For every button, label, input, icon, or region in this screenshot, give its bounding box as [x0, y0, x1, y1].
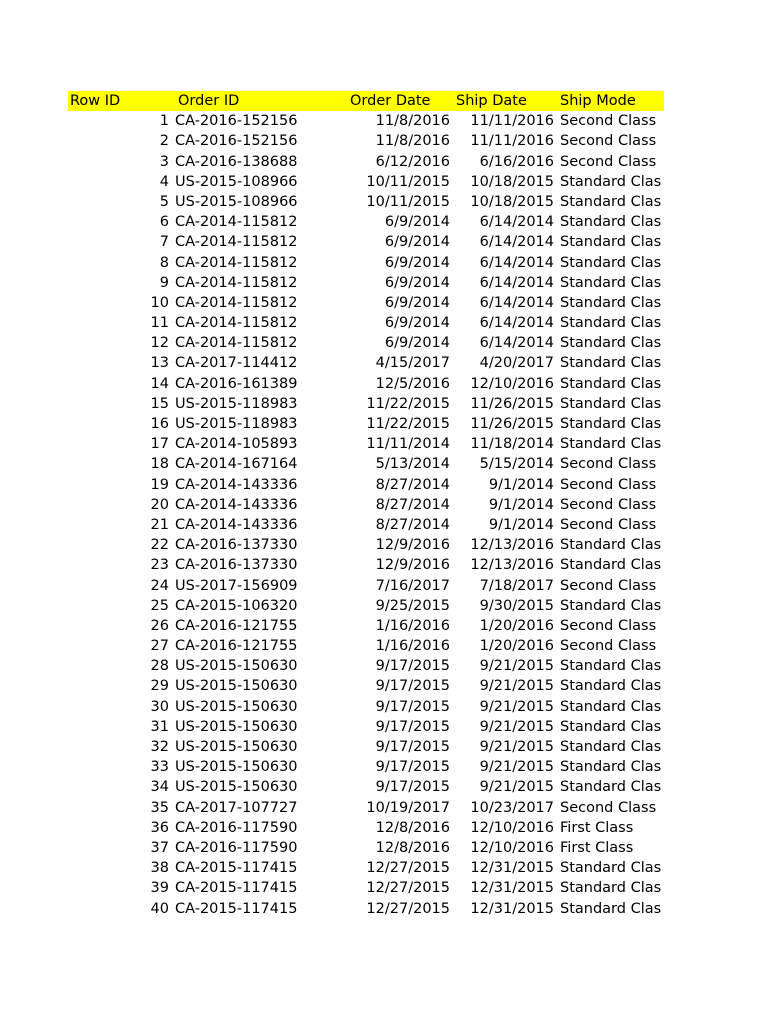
cell-ship-date[interactable]: 9/21/2015: [479, 678, 554, 695]
cell-order-date[interactable]: 12/5/2016: [375, 375, 450, 392]
cell-ship-mode[interactable]: Standard Clas: [560, 274, 662, 291]
cell-row-id[interactable]: 35: [150, 799, 169, 816]
cell-order-id[interactable]: CA-2014-115812: [175, 234, 298, 251]
cell-order-date[interactable]: 6/9/2014: [384, 254, 450, 271]
cell-order-id[interactable]: CA-2016-121755: [175, 638, 298, 655]
table-row: [68, 576, 664, 596]
cell-row-id[interactable]: 15: [150, 395, 169, 412]
cell-row-id[interactable]: 4: [159, 173, 169, 190]
cell-row-id[interactable]: 21: [150, 516, 169, 533]
table-row: [68, 192, 664, 212]
cell-order-id[interactable]: US-2015-118983: [175, 416, 298, 432]
cell-order-id[interactable]: CA-2014-143336: [175, 496, 298, 513]
cell-ship-mode[interactable]: Standard Clas: [560, 678, 662, 695]
table-row: [68, 636, 664, 656]
table-row: [68, 131, 664, 151]
cell-order-id[interactable]: US-2015-108966: [175, 173, 298, 190]
cell-ship-date[interactable]: 11/18/2014: [470, 436, 554, 453]
cell-ship-mode[interactable]: Standard Clas: [560, 779, 662, 796]
cell-row-id[interactable]: 14: [150, 375, 169, 392]
cell-row-id[interactable]: 36: [150, 819, 169, 836]
header-order-date[interactable]: Order Date: [350, 93, 431, 109]
table-row: [68, 555, 664, 575]
cell-order-date[interactable]: 10/11/2015: [366, 193, 450, 210]
cell-order-id[interactable]: CA-2014-115812: [175, 335, 298, 352]
cell-ship-date[interactable]: 12/10/2016: [470, 819, 554, 836]
cell-order-date[interactable]: 7/16/2017: [375, 577, 450, 594]
cell-row-id[interactable]: 28: [150, 658, 169, 675]
spreadsheet-table: [68, 91, 664, 919]
cell-order-id[interactable]: CA-2014-115812: [175, 214, 298, 231]
table-row: [68, 434, 664, 454]
cell-row-id[interactable]: 5: [159, 193, 169, 210]
cell-row-id[interactable]: 1: [159, 113, 169, 130]
cell-ship-mode[interactable]: First Class: [560, 819, 634, 836]
cell-ship-mode[interactable]: Standard Clas: [560, 739, 662, 755]
cell-ship-mode[interactable]: Standard Clas: [560, 416, 662, 432]
table-row: [68, 596, 664, 616]
cell-order-id[interactable]: US-2015-108966: [175, 193, 298, 210]
cell-row-id[interactable]: 17: [150, 436, 169, 453]
cell-row-id[interactable]: 23: [150, 557, 169, 574]
cell-ship-date[interactable]: 6/14/2014: [479, 315, 554, 332]
cell-order-id[interactable]: CA-2014-143336: [175, 476, 298, 493]
cell-order-id[interactable]: CA-2016-152156: [175, 113, 298, 130]
cell-order-id[interactable]: CA-2014-115812: [175, 254, 298, 271]
cell-ship-date[interactable]: 1/20/2016: [479, 617, 554, 634]
cell-order-id[interactable]: CA-2017-107727: [175, 799, 298, 816]
cell-ship-mode[interactable]: Standard Clas: [560, 880, 662, 897]
cell-order-id[interactable]: CA-2014-167164: [175, 456, 298, 473]
cell-ship-mode[interactable]: Second Class: [560, 799, 657, 816]
cell-ship-mode[interactable]: First Class: [560, 839, 634, 856]
cell-order-date[interactable]: 11/8/2016: [375, 133, 450, 150]
cell-order-date[interactable]: 8/27/2014: [375, 516, 450, 533]
cell-row-id[interactable]: 20: [150, 496, 169, 513]
cell-ship-mode[interactable]: Standard Clas: [560, 658, 662, 675]
cell-order-date[interactable]: 12/9/2016: [375, 537, 450, 554]
cell-row-id[interactable]: 9: [159, 274, 169, 291]
table-row: [68, 333, 664, 353]
cell-row-id[interactable]: 18: [150, 456, 169, 473]
cell-ship-date[interactable]: 6/14/2014: [479, 234, 554, 251]
cell-row-id[interactable]: 27: [150, 638, 169, 655]
table-row: [68, 798, 664, 818]
cell-order-id[interactable]: US-2015-150630: [175, 759, 298, 776]
table-row: [68, 374, 664, 394]
cell-ship-mode[interactable]: Second Class: [560, 476, 657, 493]
cell-ship-mode[interactable]: Standard Clas: [560, 375, 662, 392]
cell-order-id[interactable]: CA-2016-117590: [175, 819, 298, 836]
header-row: [68, 91, 664, 111]
cell-ship-mode[interactable]: Standard Clas: [560, 900, 662, 917]
cell-ship-date[interactable]: 6/14/2014: [479, 294, 554, 311]
table-row: [68, 313, 664, 333]
cell-row-id[interactable]: 37: [150, 839, 169, 856]
cell-row-id[interactable]: 24: [150, 577, 169, 594]
cell-order-date[interactable]: 10/19/2017: [366, 799, 450, 816]
cell-row-id[interactable]: 32: [150, 739, 169, 755]
cell-order-id[interactable]: US-2015-150630: [175, 698, 298, 715]
cell-row-id[interactable]: 31: [150, 718, 169, 735]
cell-ship-date[interactable]: 11/11/2016: [470, 133, 554, 150]
cell-row-id[interactable]: 10: [150, 294, 169, 311]
cell-ship-mode[interactable]: Standard Clas: [560, 718, 662, 735]
cell-ship-mode[interactable]: Standard Clas: [560, 860, 662, 877]
cell-ship-date[interactable]: 6/14/2014: [479, 254, 554, 271]
cell-ship-mode[interactable]: Standard Clas: [560, 759, 662, 776]
cell-ship-mode[interactable]: Second Class: [560, 133, 657, 150]
cell-row-id[interactable]: 16: [150, 416, 169, 432]
cell-order-date[interactable]: 8/27/2014: [375, 476, 450, 493]
table-row: [68, 838, 664, 858]
cell-row-id[interactable]: 7: [159, 234, 169, 251]
table-row: [68, 475, 664, 495]
cell-order-id[interactable]: US-2017-156909: [175, 577, 298, 594]
table-row: [68, 152, 664, 172]
cell-order-id[interactable]: CA-2015-117415: [175, 860, 298, 877]
table-row: [68, 232, 664, 252]
cell-order-date[interactable]: 9/17/2015: [375, 759, 450, 776]
cell-order-date[interactable]: 9/17/2015: [375, 718, 450, 735]
cell-ship-date[interactable]: 12/13/2016: [470, 557, 554, 574]
cell-ship-mode[interactable]: Standard Clas: [560, 173, 662, 190]
cell-order-date[interactable]: 6/9/2014: [384, 294, 450, 311]
header-ship-mode[interactable]: Ship Mode: [560, 93, 636, 109]
table-row: [68, 717, 664, 737]
cell-order-id[interactable]: US-2015-118983: [175, 395, 298, 412]
table-row: [68, 212, 664, 232]
table-row: [68, 858, 664, 878]
cell-ship-date[interactable]: 12/10/2016: [470, 839, 554, 856]
cell-ship-date[interactable]: 10/18/2015: [470, 173, 554, 190]
cell-order-id[interactable]: US-2015-150630: [175, 739, 298, 755]
cell-row-id[interactable]: 25: [150, 597, 169, 614]
cell-row-id[interactable]: 34: [150, 779, 169, 796]
table-row: [68, 394, 664, 414]
cell-row-id[interactable]: 11: [150, 315, 169, 332]
cell-ship-mode[interactable]: Standard Clas: [560, 294, 662, 311]
cell-row-id[interactable]: 33: [150, 759, 169, 776]
cell-order-id[interactable]: US-2015-150630: [175, 779, 298, 796]
cell-row-id[interactable]: 6: [159, 214, 169, 231]
cell-ship-date[interactable]: 9/21/2015: [479, 658, 554, 675]
table-row: [68, 878, 664, 898]
cell-ship-mode[interactable]: Second Class: [560, 638, 657, 655]
cell-ship-date[interactable]: 9/21/2015: [479, 698, 554, 715]
cell-ship-mode[interactable]: Standard Clas: [560, 214, 662, 231]
cell-ship-mode[interactable]: Second Class: [560, 516, 657, 533]
cell-order-date[interactable]: 11/8/2016: [375, 113, 450, 130]
cell-ship-date[interactable]: 10/18/2015: [470, 193, 554, 210]
cell-ship-date[interactable]: 6/14/2014: [479, 274, 554, 291]
cell-ship-mode[interactable]: Standard Clas: [560, 234, 662, 251]
table-row: [68, 757, 664, 777]
header-order-id[interactable]: Order ID: [178, 93, 240, 109]
cell-ship-date[interactable]: 6/16/2016: [479, 153, 554, 170]
table-row: [68, 818, 664, 838]
table-row: [68, 676, 664, 696]
cell-ship-date[interactable]: 12/31/2015: [470, 860, 554, 877]
cell-order-date[interactable]: 9/25/2015: [375, 597, 450, 614]
table-row: [68, 454, 664, 474]
cell-row-id[interactable]: 26: [150, 617, 169, 634]
cell-ship-mode[interactable]: Second Class: [560, 113, 657, 130]
cell-order-date[interactable]: 9/17/2015: [375, 678, 450, 695]
table-row: [68, 253, 664, 273]
table-row: [68, 353, 664, 373]
cell-order-date[interactable]: 9/17/2015: [375, 739, 450, 755]
cell-ship-date[interactable]: 11/26/2015: [470, 416, 554, 432]
cell-row-id[interactable]: 29: [150, 678, 169, 695]
cell-ship-mode[interactable]: Standard Clas: [560, 537, 662, 554]
table-row: [68, 656, 664, 676]
cell-ship-mode[interactable]: Standard Clas: [560, 355, 662, 372]
cell-ship-mode[interactable]: Second Class: [560, 496, 657, 513]
cell-row-id[interactable]: 2: [159, 133, 169, 150]
table-row: [68, 697, 664, 717]
cell-order-id[interactable]: US-2015-150630: [175, 658, 298, 675]
table-row: [68, 293, 664, 313]
cell-order-id[interactable]: CA-2014-115812: [175, 274, 298, 291]
cell-ship-mode[interactable]: Standard Clas: [560, 698, 662, 715]
cell-ship-date[interactable]: 12/31/2015: [470, 900, 554, 917]
cell-order-id[interactable]: CA-2017-114412: [175, 355, 298, 372]
cell-order-id[interactable]: CA-2014-115812: [175, 294, 298, 311]
table-row: [68, 495, 664, 515]
cell-order-id[interactable]: US-2015-150630: [175, 718, 298, 735]
cell-row-id[interactable]: 22: [150, 537, 169, 554]
cell-ship-date[interactable]: 10/23/2017: [470, 799, 554, 816]
cell-ship-date[interactable]: 11/26/2015: [470, 395, 554, 412]
cell-order-date[interactable]: 6/12/2016: [375, 153, 450, 170]
cell-order-id[interactable]: CA-2014-105893: [175, 436, 298, 453]
cell-order-id[interactable]: CA-2015-106320: [175, 597, 298, 614]
cell-order-id[interactable]: CA-2016-121755: [175, 617, 298, 634]
cell-order-date[interactable]: 6/9/2014: [384, 274, 450, 291]
cell-order-date[interactable]: 12/8/2016: [375, 839, 450, 856]
table-row: [68, 515, 664, 535]
cell-order-date[interactable]: 12/8/2016: [375, 819, 450, 836]
cell-ship-mode[interactable]: Standard Clas: [560, 597, 662, 614]
table-row: [68, 737, 664, 757]
cell-order-date[interactable]: 9/17/2015: [375, 658, 450, 675]
cell-order-id[interactable]: CA-2016-138688: [175, 153, 298, 170]
cell-order-id[interactable]: CA-2016-117590: [175, 839, 298, 856]
cell-ship-mode[interactable]: Standard Clas: [560, 335, 662, 352]
table-body: [68, 111, 664, 919]
cell-ship-date[interactable]: 9/1/2014: [488, 496, 554, 513]
cell-order-date[interactable]: 1/16/2016: [375, 617, 450, 634]
cell-order-date[interactable]: 4/15/2017: [375, 355, 450, 372]
cell-ship-mode[interactable]: Second Class: [560, 153, 657, 170]
cell-order-date[interactable]: 11/22/2015: [366, 395, 450, 412]
cell-ship-date[interactable]: 9/21/2015: [479, 739, 554, 755]
cell-ship-date[interactable]: 12/10/2016: [470, 375, 554, 392]
cell-order-id[interactable]: CA-2014-143336: [175, 516, 298, 533]
cell-order-date[interactable]: 6/9/2014: [384, 214, 450, 231]
cell-ship-date[interactable]: 9/21/2015: [479, 718, 554, 735]
table-row: [68, 273, 664, 293]
cell-ship-date[interactable]: 1/20/2016: [479, 638, 554, 655]
cell-row-id[interactable]: 30: [150, 698, 169, 715]
cell-order-id[interactable]: CA-2015-117415: [175, 900, 298, 917]
table-row: [68, 777, 664, 797]
cell-row-id[interactable]: 38: [150, 860, 169, 877]
table-row: [68, 111, 664, 131]
header-ship-date[interactable]: Ship Date: [456, 93, 527, 109]
cell-order-date[interactable]: 9/17/2015: [375, 698, 450, 715]
cell-order-date[interactable]: 12/9/2016: [375, 557, 450, 574]
cell-order-date[interactable]: 12/27/2015: [366, 860, 450, 877]
cell-ship-date[interactable]: 6/14/2014: [479, 335, 554, 352]
cell-ship-date[interactable]: 9/30/2015: [479, 597, 554, 614]
cell-order-id[interactable]: CA-2016-137330: [175, 537, 298, 554]
cell-ship-mode[interactable]: Second Class: [560, 577, 657, 594]
table-row: [68, 899, 664, 919]
cell-order-id[interactable]: CA-2016-152156: [175, 133, 298, 150]
cell-ship-date[interactable]: 6/14/2014: [479, 214, 554, 231]
cell-ship-mode[interactable]: Standard Clas: [560, 395, 662, 412]
cell-order-id[interactable]: CA-2016-161389: [175, 375, 298, 392]
cell-row-id[interactable]: 40: [150, 900, 169, 917]
cell-row-id[interactable]: 19: [150, 476, 169, 493]
cell-ship-date[interactable]: 12/31/2015: [470, 880, 554, 897]
cell-ship-mode[interactable]: Second Class: [560, 456, 657, 473]
cell-order-date[interactable]: 11/22/2015: [366, 416, 450, 432]
table-row: [68, 616, 664, 636]
header-row-id[interactable]: Row ID: [70, 93, 121, 109]
table-row: [68, 535, 664, 555]
cell-ship-date[interactable]: 9/21/2015: [479, 759, 554, 776]
cell-ship-mode[interactable]: Standard Clas: [560, 436, 662, 453]
cell-row-id[interactable]: 8: [159, 254, 169, 271]
cell-order-id[interactable]: CA-2016-137330: [175, 557, 298, 574]
cell-ship-mode[interactable]: Standard Clas: [560, 315, 662, 332]
cell-ship-date[interactable]: 12/13/2016: [470, 537, 554, 554]
cell-ship-date[interactable]: 9/1/2014: [488, 516, 554, 533]
cell-row-id[interactable]: 13: [150, 355, 169, 372]
cell-order-date[interactable]: 8/27/2014: [375, 496, 450, 513]
cell-order-id[interactable]: US-2015-150630: [175, 678, 298, 695]
cell-ship-date[interactable]: 5/15/2014: [479, 456, 554, 473]
cell-order-date[interactable]: 12/27/2015: [366, 880, 450, 897]
cell-ship-date[interactable]: 9/1/2014: [488, 476, 554, 493]
table-row: [68, 414, 664, 434]
cell-order-date[interactable]: 6/9/2014: [384, 234, 450, 251]
cell-order-date[interactable]: 9/17/2015: [375, 779, 450, 796]
cell-order-id[interactable]: CA-2015-117415: [175, 880, 298, 897]
cell-order-date[interactable]: 6/9/2014: [384, 315, 450, 332]
cell-row-id[interactable]: 3: [159, 153, 169, 170]
cell-ship-date[interactable]: 4/20/2017: [479, 355, 554, 372]
cell-order-date[interactable]: 6/9/2014: [384, 335, 450, 352]
cell-order-date[interactable]: 10/11/2015: [366, 173, 450, 190]
cell-ship-mode[interactable]: Second Class: [560, 617, 657, 634]
table-row: [68, 172, 664, 192]
cell-order-date[interactable]: 11/11/2014: [366, 436, 450, 453]
cell-order-date[interactable]: 12/27/2015: [366, 900, 450, 917]
cell-ship-date[interactable]: 9/21/2015: [479, 779, 554, 796]
cell-order-id[interactable]: CA-2014-115812: [175, 315, 298, 332]
cell-row-id[interactable]: 39: [150, 880, 169, 897]
cell-order-date[interactable]: 1/16/2016: [375, 638, 450, 655]
cell-ship-date[interactable]: 11/11/2016: [470, 113, 554, 130]
cell-ship-mode[interactable]: Standard Clas: [560, 557, 662, 574]
cell-row-id[interactable]: 12: [150, 335, 169, 352]
cell-ship-date[interactable]: 7/18/2017: [479, 577, 554, 594]
cell-order-date[interactable]: 5/13/2014: [375, 456, 450, 473]
cell-ship-mode[interactable]: Standard Clas: [560, 193, 662, 210]
cell-ship-mode[interactable]: Standard Clas: [560, 254, 662, 271]
